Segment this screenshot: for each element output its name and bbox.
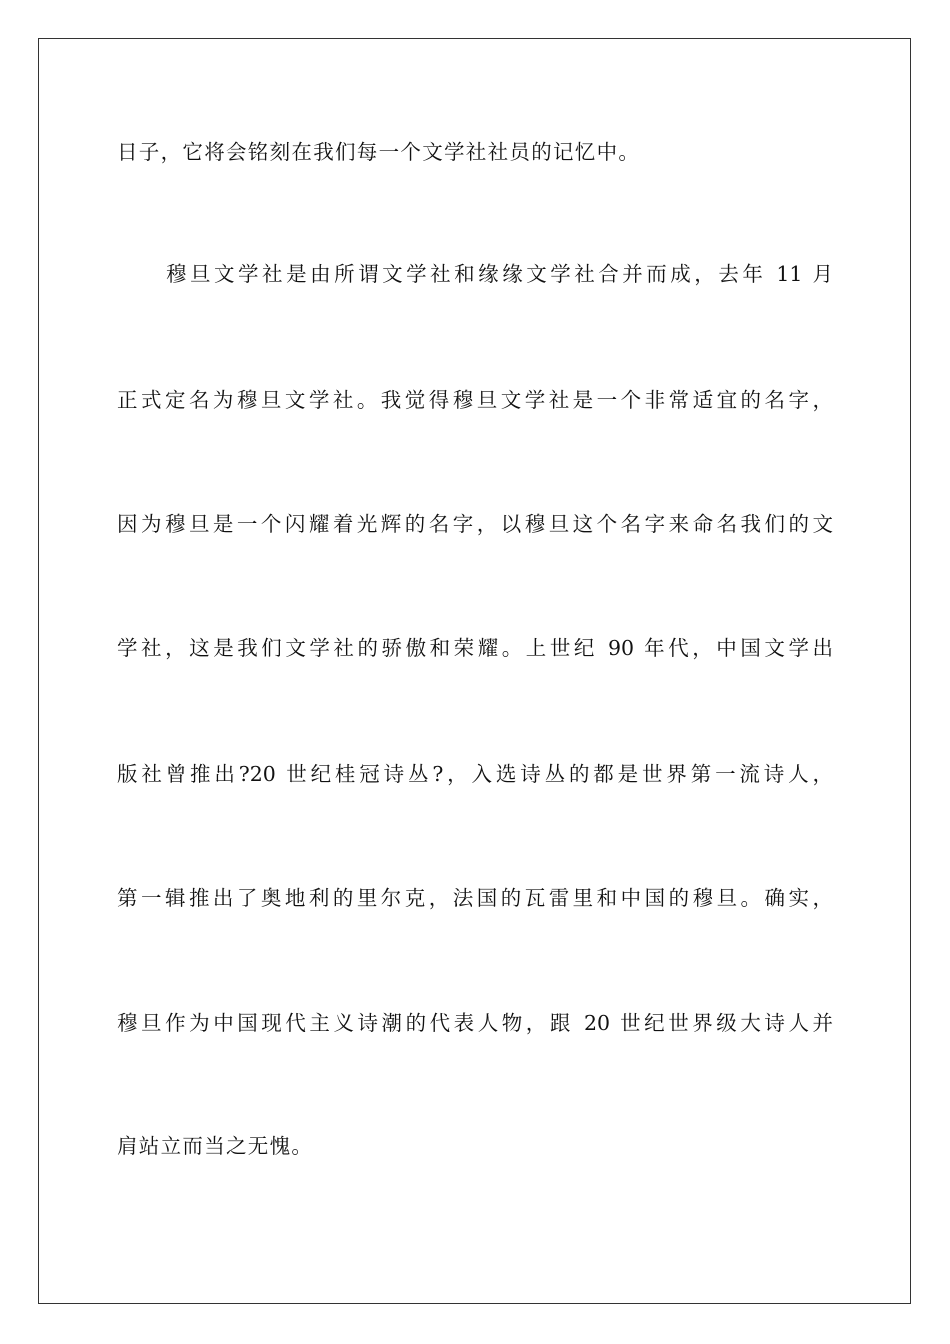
text-line-6: 版社曾推出?20 世纪桂冠诗丛?，入选诗丛的都是世界第一流诗人， [117,762,833,786]
text-line-7: 第一辑推出了奥地利的里尔克，法国的瓦雷里和中国的穆旦。确实， [117,886,833,910]
text-line-1: 日子，它将会铭刻在我们每一个文学社社员的记忆中。 [117,140,641,164]
text-line-2-paragraph-start: 穆旦文学社是由所谓文学社和缘缘文学社合并而成，去年 11 月 [166,262,833,286]
text-line-3: 正式定名为穆旦文学社。我觉得穆旦文学社是一个非常适宜的名字， [117,388,833,412]
text-line-9: 肩站立而当之无愧。 [117,1134,314,1158]
text-line-5: 学社，这是我们文学社的骄傲和荣耀。上世纪 90 年代，中国文学出 [117,636,833,660]
page-border [38,38,911,1304]
text-line-4: 因为穆旦是一个闪耀着光辉的名字，以穆旦这个名字来命名我们的文 [117,512,833,536]
text-line-8: 穆旦作为中国现代主义诗潮的代表人物，跟 20 世纪世界级大诗人并 [117,1011,833,1035]
